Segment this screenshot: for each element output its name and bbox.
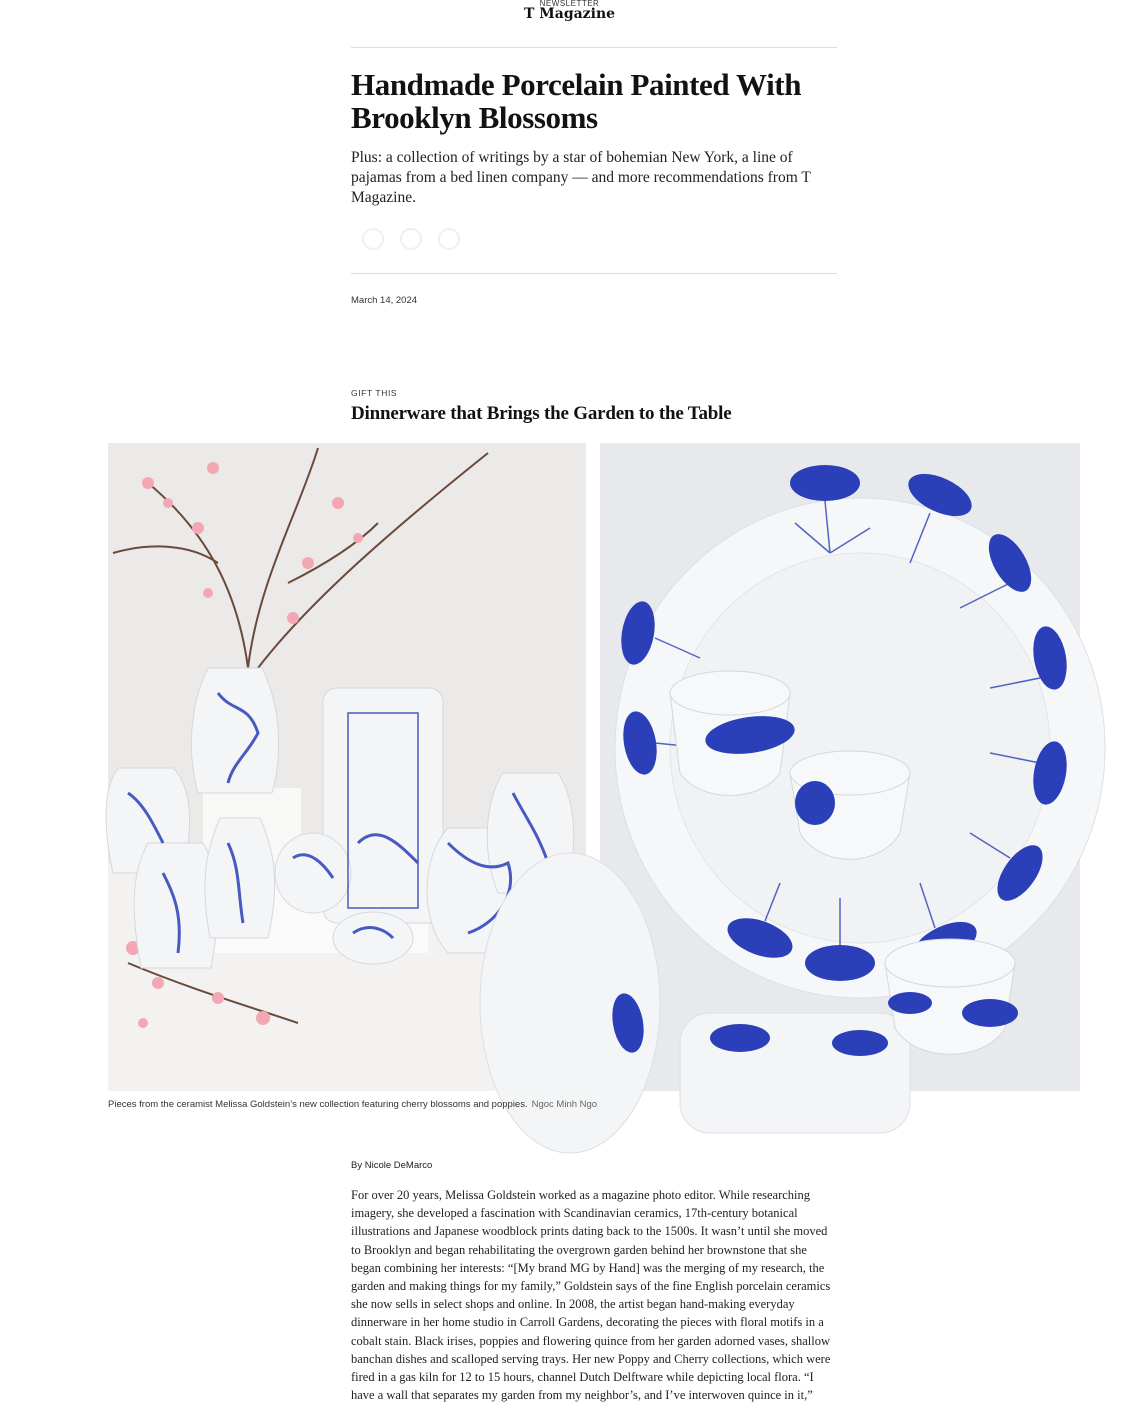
section-label: GIFT THIS: [351, 388, 398, 398]
newsletter-kicker: NEWSLETTER: [539, 0, 600, 8]
photo-credit: Ngoc Minh Ngo: [531, 1099, 598, 1110]
gift-icon[interactable]: [400, 228, 422, 250]
bookmark-icon[interactable]: [438, 228, 460, 250]
photo-caption: [108, 1099, 1008, 1110]
top-divider: [351, 47, 837, 48]
share-icon[interactable]: [362, 228, 384, 250]
article-body: For over 20 years, Melissa Goldstein worked as a magazine photo editor. While researching imagery, she developed a fascination with Scandinavian ceramics, 17th-century botanical illustrations and Japanese woodblock prints dating back to the 1500s. It wasn’t until she moved to Brooklyn and began rehabilitating the overgrown garden behind her brownstone that she began combining her interests: “[My brand MG by Hand] was the merging of my research, the garden and making things for my family,” Goldstein says of the fine English porcelain ceramics she now sells in select shops and online. In 2008, the artist began hand-making everyday dinnerware in her home studio in Carroll Gardens, decorating the pieces with floral motifs in a cobalt stain. Black irises, poppies and flowering quince from her garden adorned vases, shallow banchan dishes and scalloped serving trays. Her new Poppy and Cherry collections, which were fired in a gas kiln for 12 to 15 hours, channel Dutch Delftware while depicting local flora. “I have a wall that separates my garden from my neighbor’s, and I’ve interwoven quince in it,”: [351, 1188, 831, 1403]
meta-divider: [351, 273, 837, 274]
caption-text: Pieces from the ceramist Melissa Goldstein’s new collection featuring cherry blossoms and poppies.: [108, 1099, 528, 1110]
article-headline: Handmade Porcelain Painted With Brooklyn Blossoms: [351, 67, 802, 135]
article-dek: Plus: a collection of writings by a star of bohemian New York, a line of pajamas from a bed linen company — and more recommendations from T Magazine.: [351, 149, 811, 206]
share-tools: [362, 228, 460, 250]
publish-date: March 14, 2024: [351, 295, 418, 306]
brand-logo[interactable]: T Magazine: [523, 6, 616, 22]
section-subhead: Dinnerware that Brings the Garden to the Table: [351, 403, 732, 424]
byline: By Nicole DeMarco: [351, 1160, 433, 1171]
photo-plate: [600, 443, 1080, 1091]
